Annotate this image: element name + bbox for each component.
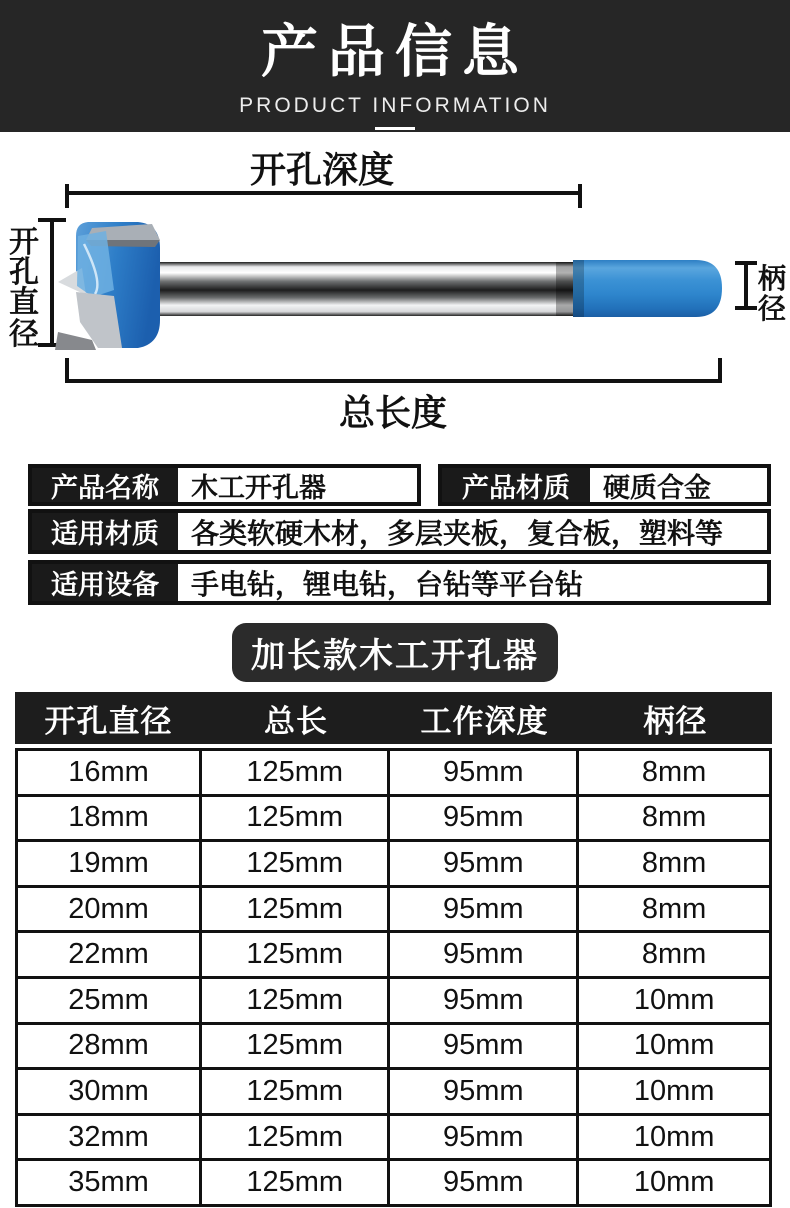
size-table-row: [17, 1160, 771, 1206]
size-table-cell: 125mm: [201, 977, 389, 1023]
size-table-row: [17, 1069, 771, 1115]
size-table-cell: 8mm: [578, 841, 771, 887]
size-table-header: [15, 692, 772, 744]
size-table-cell: 28mm: [17, 1023, 201, 1069]
size-table-cell: 22mm: [17, 932, 201, 978]
spec-label-applicable-devices: 适用设备: [32, 564, 178, 601]
size-table-cell: 8mm: [578, 932, 771, 978]
size-table-cell: 35mm: [17, 1160, 201, 1206]
drill-bit-diagram: [0, 132, 790, 444]
title-underline: [375, 127, 415, 130]
size-table-cell: 125mm: [201, 1114, 389, 1160]
spec-row-material: [438, 464, 771, 506]
size-table-cell: 95mm: [389, 1023, 578, 1069]
size-table-cell: 95mm: [389, 841, 578, 887]
length-label: 总长度: [338, 392, 448, 433]
size-table-cell: 32mm: [17, 1114, 201, 1160]
shank-label-char-1: 柄: [757, 263, 787, 294]
size-table-cell: 125mm: [201, 1023, 389, 1069]
size-table-cell: 125mm: [201, 932, 389, 978]
size-table-cell: 125mm: [201, 1160, 389, 1206]
spec-row-applicable-materials: [28, 509, 771, 554]
size-table-cell: 18mm: [17, 795, 201, 841]
size-table-row: [17, 932, 771, 978]
size-table-cell: 8mm: [578, 795, 771, 841]
size-table-cell: 95mm: [389, 1069, 578, 1115]
size-table-row: [17, 750, 771, 796]
size-table-cell: 10mm: [578, 1114, 771, 1160]
size-table-row: [17, 886, 771, 932]
spec-value-applicable-materials: 各类软硬木材，多层夹板，复合板，塑料等: [191, 517, 724, 549]
size-table-cell: 125mm: [201, 841, 389, 887]
size-table-body: [17, 750, 771, 1206]
size-table-row: [17, 977, 771, 1023]
series-badge-label: 加长款木工开孔器: [251, 637, 539, 675]
size-table-cell: 95mm: [389, 795, 578, 841]
size-table-cell: 95mm: [389, 1114, 578, 1160]
size-table-row: [17, 841, 771, 887]
size-table-cell: 125mm: [201, 750, 389, 796]
size-table-cell: 10mm: [578, 1160, 771, 1206]
size-table-cell: 125mm: [201, 795, 389, 841]
diameter-label-char-1: 开: [9, 226, 39, 259]
size-table-cell: 95mm: [389, 977, 578, 1023]
size-table-row: [17, 795, 771, 841]
size-table-header-cell: 柄径: [643, 703, 708, 739]
size-table-cell: 95mm: [389, 886, 578, 932]
depth-label: 开孔深度: [249, 149, 395, 190]
diameter-label-char-4: 径: [9, 318, 39, 351]
spec-label-applicable-materials: 适用材质: [32, 513, 178, 550]
diameter-label-char-2: 孔: [9, 256, 39, 289]
size-table-cell: 16mm: [17, 750, 201, 796]
header-banner: [0, 0, 790, 132]
page-title: 产品信息: [261, 20, 529, 84]
spec-value-applicable-devices: 手电钻，锂电钻，台钻等平台钻: [191, 568, 584, 600]
size-table-cell: 95mm: [389, 932, 578, 978]
size-table-row: [17, 1114, 771, 1160]
spec-label-product-name: 产品名称: [32, 468, 178, 502]
size-table-row: [17, 1023, 771, 1069]
size-table-cell: 8mm: [578, 750, 771, 796]
size-table-cell: 30mm: [17, 1069, 201, 1115]
series-badge: [232, 623, 558, 682]
size-table-cell: 25mm: [17, 977, 201, 1023]
size-table-cell: 8mm: [578, 886, 771, 932]
size-table-cell: 125mm: [201, 1069, 389, 1115]
drill-hex-shank-edge: [573, 260, 584, 317]
size-table-cell: 95mm: [389, 750, 578, 796]
spec-row-product-name: [28, 464, 421, 506]
size-table: [15, 748, 772, 1207]
drill-shaft: [150, 262, 580, 316]
size-table-cell: 19mm: [17, 841, 201, 887]
spec-value-material: 硬质合金: [603, 472, 711, 502]
size-table-cell: 125mm: [201, 886, 389, 932]
spec-row-applicable-devices: [28, 560, 771, 605]
spec-value-product-name: 木工开孔器: [191, 472, 326, 502]
page-subtitle: PRODUCT INFORMATION: [239, 94, 551, 117]
size-table-header-cell: 工作深度: [420, 703, 549, 739]
size-table-cell: 20mm: [17, 886, 201, 932]
drill-hex-shank: [573, 260, 722, 317]
size-table-cell: 95mm: [389, 1160, 578, 1206]
spec-label-material: 产品材质: [442, 468, 590, 502]
size-table-header-cell: 总长: [264, 703, 328, 739]
size-table-header-cell: 开孔直径: [44, 703, 173, 739]
shank-label-char-2: 径: [757, 293, 787, 324]
size-table-cell: 10mm: [578, 1069, 771, 1115]
size-table-cell: 10mm: [578, 977, 771, 1023]
diameter-label-char-3: 直: [9, 286, 39, 319]
size-table-cell: 10mm: [578, 1023, 771, 1069]
